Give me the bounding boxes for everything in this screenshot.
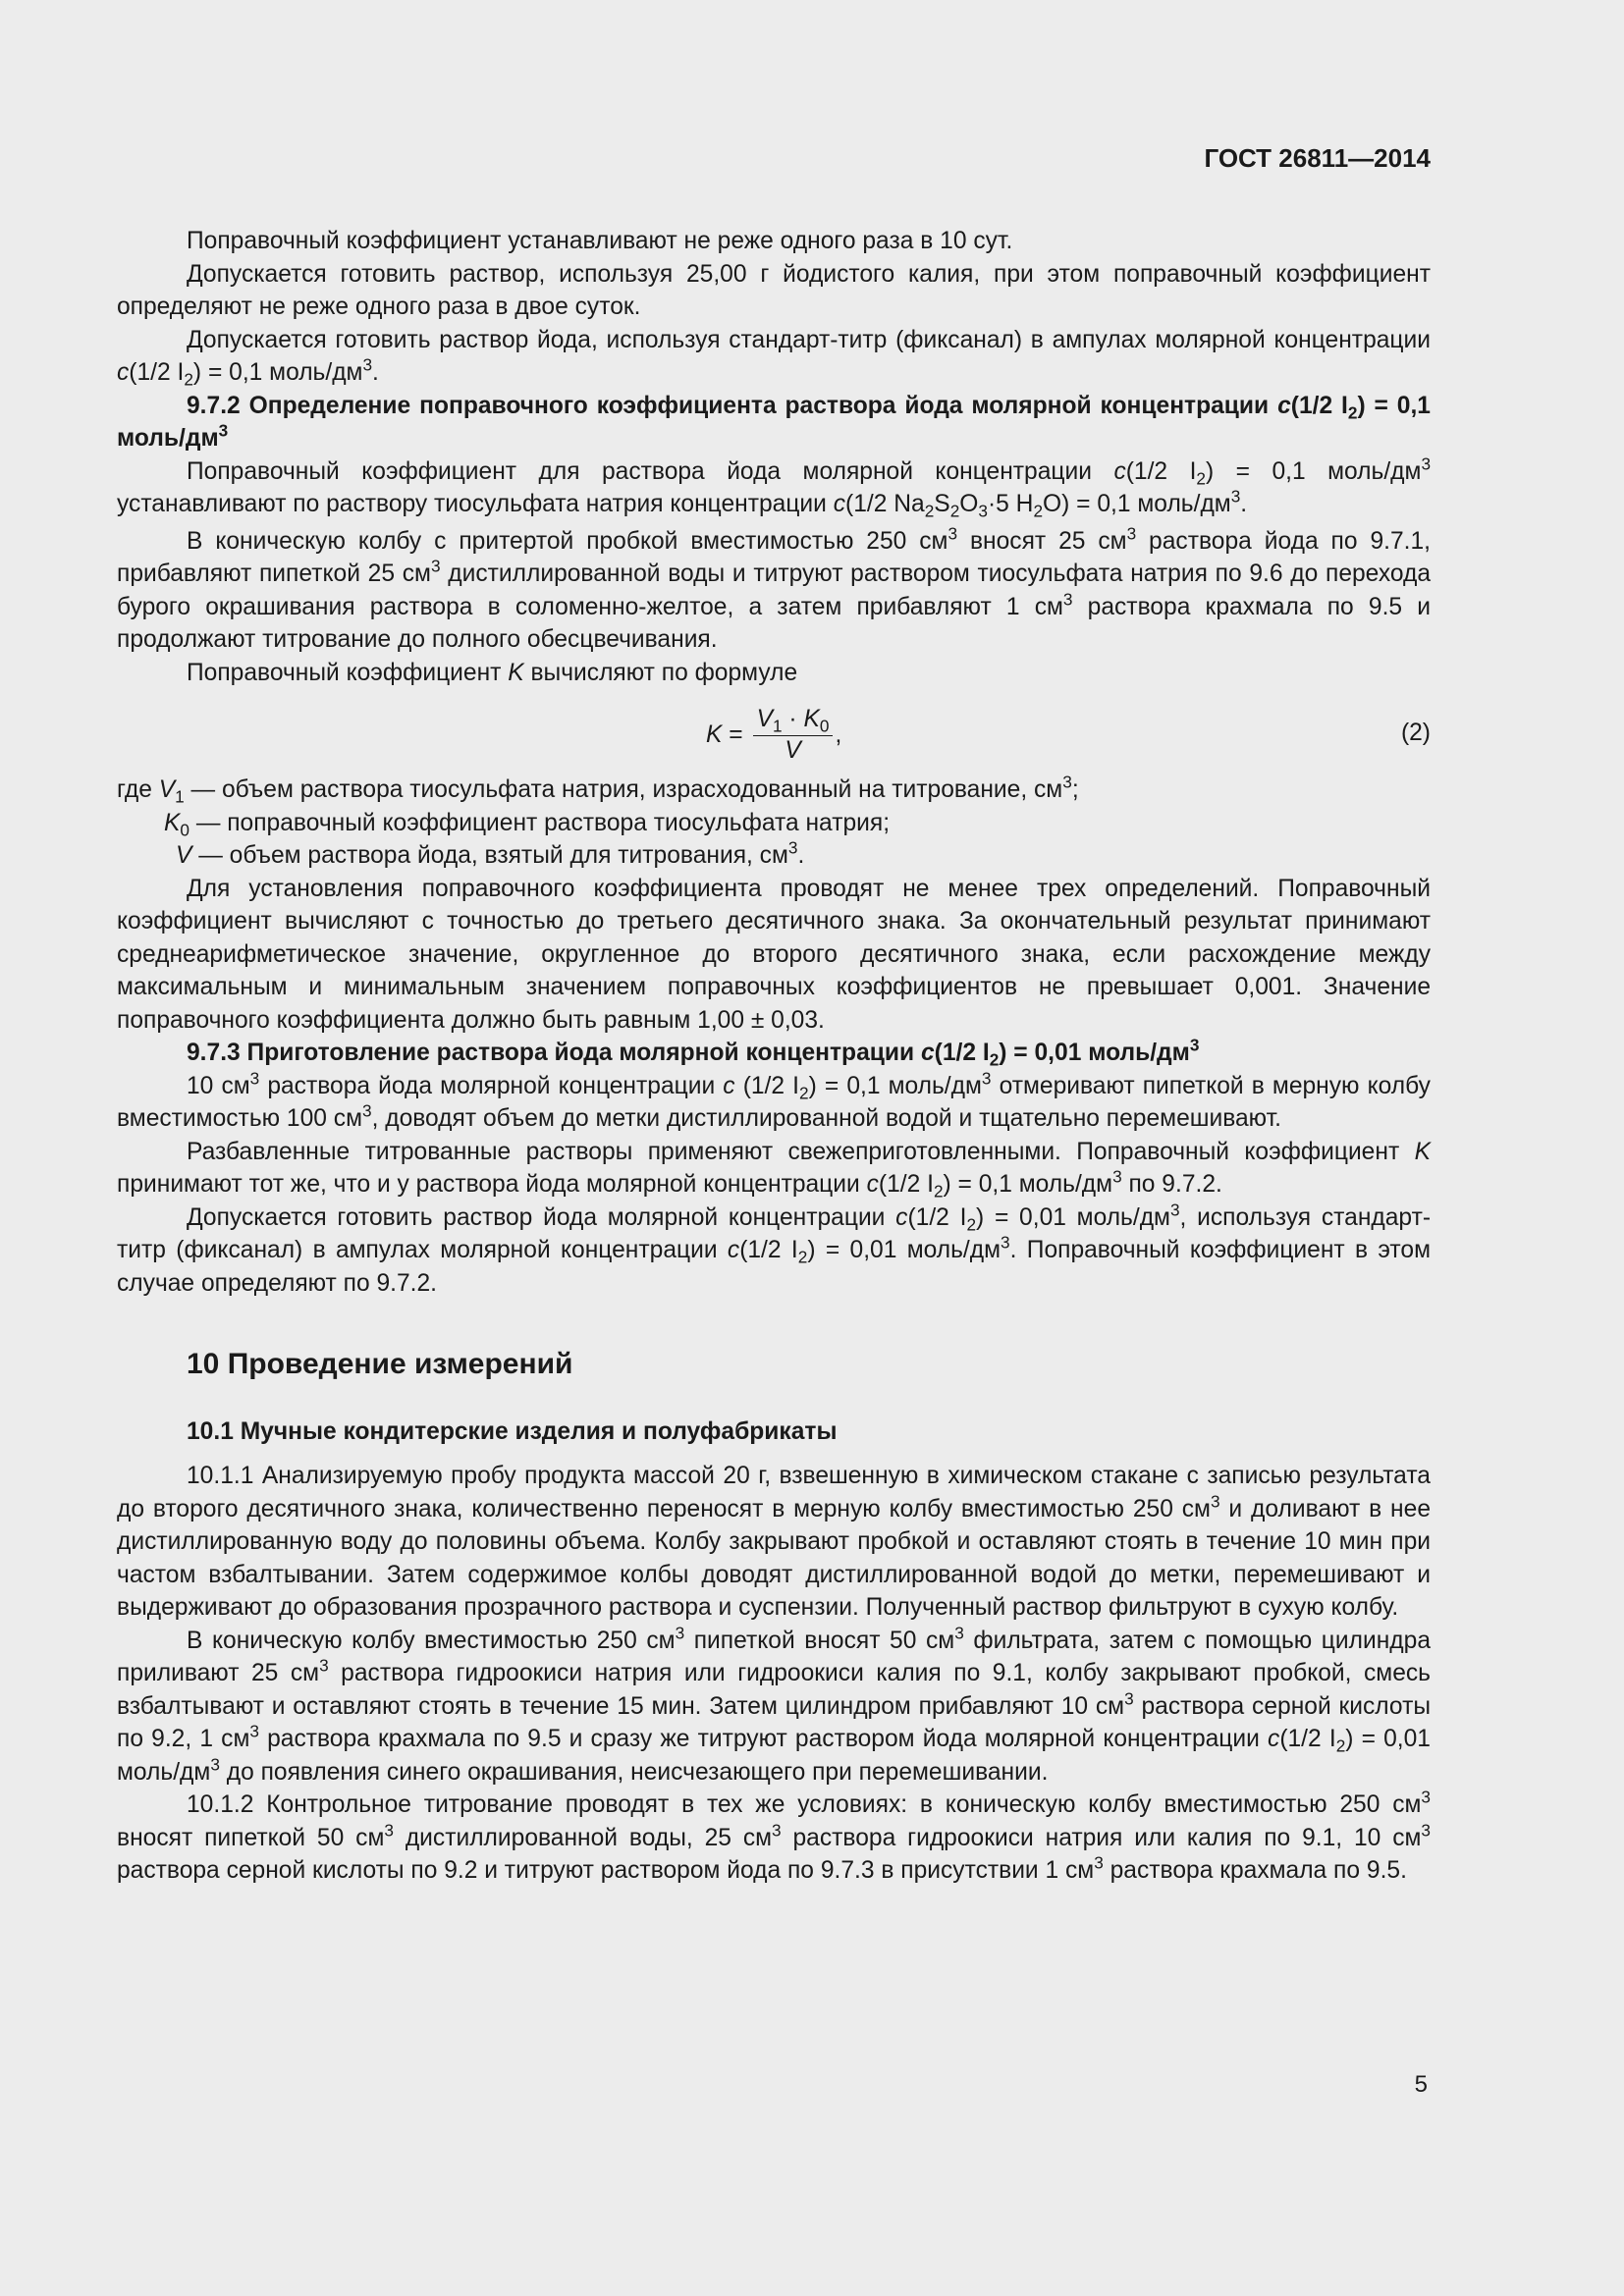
section-heading-9-7-2: 9.7.2 Определение поправочного коэффициента раствора йода молярной концентрации c(1/2 $I_2) = 0,1$ моль/$дм^3$ [117,392,1431,452]
section-heading-10: 10 Проведение измерений [187,1348,573,1380]
paragraph: Поправочный коэффициент устанавливают не реже одного раза в 10 сут. [187,228,1013,254]
paragraph: Допускается готовить раствор йода, используя стандарт-титр (фиксанал) в ампулах молярной концентрации c(1/2 $I_2) = 0,1$ моль/$дм^3$. [117,326,1431,390]
paragraph: Допускается готовить раствор йода молярной концентрации c(1/2 $I_2) = 0,01$ моль/$дм^3$, используя стандарт-титр (фиксанал) в ампулах молярной концентрации c(1/2 $I_2) = 0,01$ моль/$дм^3$. Поправочный коэффициент в этом случае определяют по 9.7.2. [117,1200,1432,1297]
formula-2 [117,703,1431,768]
section-heading-9-7-3: 9.7.3 Приготовление раствора йода молярной концентрации c(1/2 $I_2) = 0,01$ моль/$дм^3$ [187,1035,1200,1070]
page-content [117,225,1431,1888]
paragraph: В коническую колбу с притертой пробкой вместимостью 250 $см^3$ вносят 25 $см^3$ раствора йода по 9.7.1, прибавляют пипеткой 25 $см^3$ дистиллированной воды и титруют раствором тиосульфата натрия по 9.6 до перехода бурого окрашивания раствора в соломенно-желтое, а затем прибавляют 1 $см^3$ раствора крахмала по 9.5 и продолжают титрование до полного обесцвечивания. [117,523,1432,653]
formula-legend-v1: где $V_1$ — объем раствора тиосульфата натрия, израсходованный на титрование, $см^3$; [117,772,1079,807]
paragraph: Поправочный коэффициент для раствора йода молярной концентрации c(1/2 $I_2) = 0,1$ моль/$дм^3$ устанавливают по раствору тиосульфата натрия концентрации c(1/2 $Na_2S_2O_3\cdot 5$ $H_2O) = 0,1$ моль/$дм^3$. [117,454,1432,521]
page-number: 5 [1414,2071,1428,2098]
formula-body: K = $\frac{V_1 \cdot K_0}{V}$ , [706,706,842,764]
paragraph: 10 $см^3$ раствора йода молярной концентрации c (1/2 $I_2) = 0,1$ моль/$дм^3$ отмеривают пипеткой в мерную колбу вместимостью 100 $см^3$, доводят объем до метки дистиллированной водой и тщательно перемешивают. [117,1068,1431,1132]
paragraph: Допускается готовить раствор, используя 25,00 г йодистого калия, при этом поправочный коэффициент определяют не реже одного раза в двое суток. [117,260,1431,320]
paragraph: Поправочный коэффициент K вычисляют по формуле [187,659,798,686]
paragraph: 10.1.2 Контрольное титрование проводят в тех же условиях: в коническую колбу вместимостью 250 $см^3$ вносят пипеткой 50 $см^3$ дистиллированной воды, 25 $см^3$ раствора гидроокиси натрия или калия по 9.1, 10 $см^3$ раствора серной кислоты по 9.2 и титруют раствором йода по 9.7.3 в присутствии 1 $см^3$ раствора крахмала по 9.5. [117,1787,1431,1884]
formula-number: (2) [1400,720,1431,746]
paragraph: Для установления поправочного коэффициента проводят не менее трех определений. Поправочный коэффициент вычисляют с точностью до третьего десятичного знака. За окончательный результат принимают среднеарифметическое значение, округленное до второго десятичного знака, если расхождение между максимальным и минимальным значением поправочных коэффициентов не превышает 0,001. Значение поправочного коэффициента должно быть равным 1,00 ± 0,03. [117,875,1431,1034]
document-id: ГОСТ 26811—2014 [1204,143,1431,173]
paragraph: Разбавленные титрованные растворы применяют свежеприготовленными. Поправочный коэффициент K принимают тот же, что и у раствора йода молярной концентрации c(1/2 $I_2) = 0,1$ моль/$дм^3$ по 9.7.2. [117,1138,1431,1201]
paragraph: 10.1.1 Анализируемую пробу продукта массой 20 г, взвешенную в химическом стакане с записью результата до второго десятичного знака, количественно переносят в мерную колбу вместимостью 250 $см^3$ и доливают в нее дистиллированную воду до половины объема. Колбу закрывают пробкой и оставляют стоять в течение 10 мин при частом взбалтывании. Затем содержимое колбы доводят дистиллированной водой до метки, перемешивают и выдерживают до образования прозрачного раствора и суспензии. Полученный раствор фильтруют в сухую колбу. [117,1463,1431,1621]
paragraph: В коническую колбу вместимостью 250 $см^3$ пипеткой вносят 50 $см^3$ фильтрата, затем с помощью цилиндра приливают 25 $см^3$ раствора гидроокиси натрия или гидроокиси калия по 9.1, колбу закрывают пробкой, смесь взбалтывают и оставляют стоять в течение 15 мин. Затем цилиндром прибавляют 10 $см^3$ раствора серной кислоты по 9.2, 1 $см^3$ раствора крахмала по 9.5 и сразу же титруют раствором йода молярной концентрации c(1/2 $I_2) = 0,01$ моль/$дм^3$ до появления синего окрашивания, неисчезающего при перемешивании. [117,1623,1432,1786]
section-heading-10-1: 10.1 Мучные кондитерские изделия и полуфабрикаты [187,1418,838,1445]
formula-legend-v: V — объем раствора йода, взятый для титрования, $см^3$. [176,837,805,869]
formula-legend-k0: $K_0$ — поправочный коэффициент раствора тиосульфата натрия; [164,809,891,839]
